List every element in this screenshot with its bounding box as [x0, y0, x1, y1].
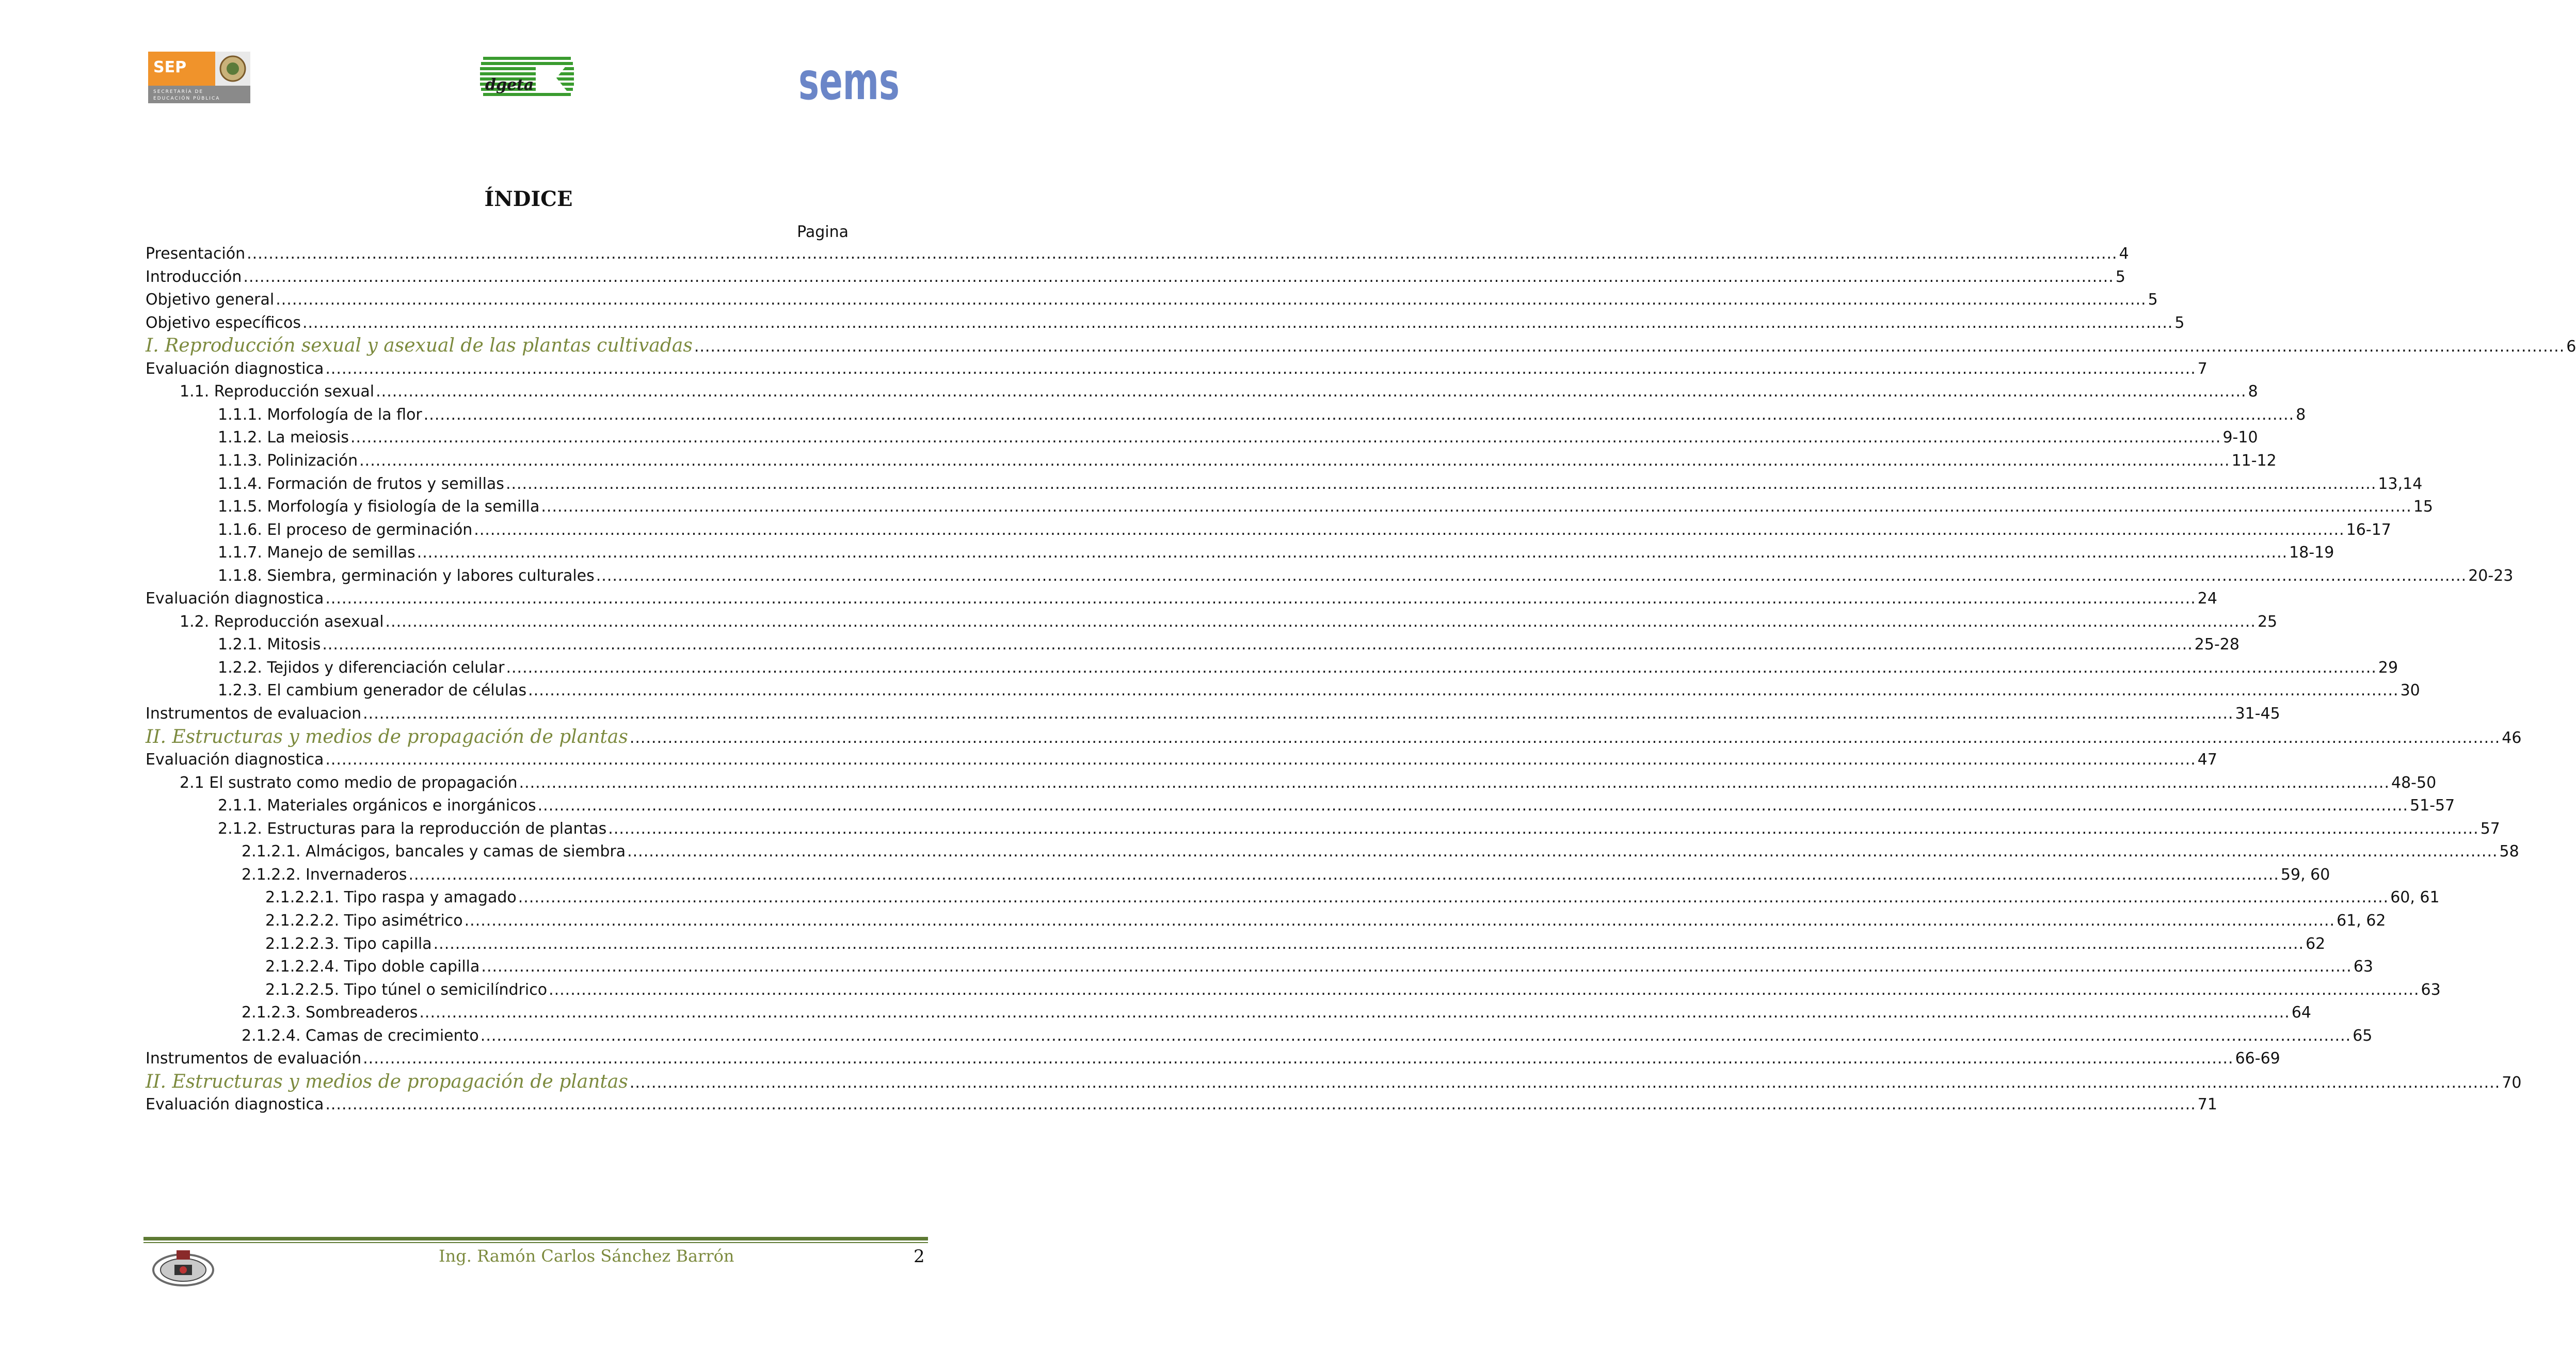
- toc-entry-label: 2.1.2.2.1. Tipo raspa y amagado: [265, 888, 517, 907]
- toc-entry-label: 2.1.2.2.4. Tipo doble capilla: [265, 958, 480, 976]
- toc-entry-label: 2.1.2. Estructuras para la reproducción de plantas: [218, 819, 607, 838]
- toc-entry-page: 5: [2174, 313, 2185, 332]
- toc-dot-leader: [596, 565, 2467, 587]
- sems-logo: [797, 47, 901, 112]
- toc-entry-label: Presentación: [146, 245, 246, 263]
- svg-text:SECRETARÍA DE: SECRETARÍA DE: [153, 89, 204, 94]
- toc-dot-leader: [424, 404, 2294, 426]
- toc-dot-leader: [408, 864, 2279, 886]
- toc-entry-label: 1.1.4. Formación de frutos y semillas: [218, 474, 504, 493]
- toc-entry-label: 2.1.2.2.3. Tipo capilla: [265, 934, 432, 953]
- toc-entry: [265, 933, 2326, 956]
- institution-crest-logo: [151, 1248, 216, 1289]
- toc-entry-page: 57: [2480, 819, 2500, 838]
- toc-entry-label: 2.1.2.2.5. Tipo túnel o semicilíndrico: [265, 980, 548, 999]
- toc-entry-page: 71: [2197, 1095, 2217, 1114]
- footer-author: Ing. Ramón Carlos Sánchez Barrón: [439, 1246, 734, 1266]
- toc-entry-label: 1.1.2. La meiosis: [218, 428, 349, 447]
- toc-entry-page: 60, 61: [2390, 888, 2440, 907]
- toc-dot-leader: [474, 519, 2344, 542]
- toc-entry-page: 47: [2197, 751, 2217, 769]
- toc-entry: [265, 886, 2440, 909]
- toc-entry: [146, 289, 2158, 311]
- toc-entry-page: 61, 62: [2337, 911, 2386, 930]
- toc-entry: [265, 979, 2441, 1001]
- toc-entry: [146, 243, 2129, 265]
- page-title: ÍNDICE: [484, 187, 573, 211]
- toc-entry: [218, 818, 2500, 840]
- toc-dot-leader: [359, 450, 2230, 472]
- toc-entry-label: 2.1.1. Materiales orgánicos e inorgánicos: [218, 797, 536, 815]
- toc-entry-label: 1.1.8. Siembra, germinación y labores culturales: [218, 566, 595, 585]
- toc-entry-label: 1.2.2. Tejidos y diferenciación celular: [218, 658, 505, 677]
- toc-entry: [242, 1025, 2373, 1047]
- svg-text:EDUCACIÓN PÚBLICA: EDUCACIÓN PÚBLICA: [153, 96, 220, 101]
- svg-text:SEP: SEP: [153, 58, 187, 76]
- toc-dot-leader: [363, 1047, 2233, 1070]
- toc-dot-leader: [417, 542, 2287, 564]
- toc-entry: [180, 772, 2437, 794]
- toc-entry: [218, 794, 2455, 817]
- svg-text:sems: sems: [798, 51, 900, 112]
- toc-chapter-entry: [146, 1071, 2522, 1094]
- footer-rule: [143, 1237, 928, 1240]
- toc-entry-label: 2.1.2.3. Sombreaderos: [242, 1004, 418, 1022]
- toc-entry-page: 7: [2197, 359, 2207, 378]
- toc-entry-page: 31-45: [2235, 705, 2280, 723]
- toc-entry-label: 1.1. Reproducción sexual: [180, 383, 375, 401]
- toc-entry-page: 62: [2306, 934, 2326, 953]
- toc-dot-leader: [419, 1001, 2290, 1024]
- svg-text:dgeta: dgeta: [485, 76, 534, 94]
- footer-rule-thin: [143, 1242, 928, 1243]
- toc-entry-page: 5: [2148, 291, 2158, 309]
- toc-dot-leader: [630, 727, 2500, 750]
- toc-entry-label: 2.1 El sustrato como medio de propagación: [180, 773, 518, 792]
- toc-entry: [242, 1001, 2311, 1024]
- toc-entry-page: 8: [2296, 405, 2306, 424]
- toc-dot-leader: [694, 336, 2565, 358]
- toc-dot-leader: [518, 886, 2389, 909]
- toc-entry: [265, 910, 2386, 932]
- toc-entry-page: 11-12: [2231, 451, 2277, 470]
- toc-entry: [218, 542, 2334, 564]
- page-column-label: Pagina: [797, 223, 849, 241]
- toc-entry-label: Evaluación diagnostica: [146, 751, 324, 769]
- toc-entry-label: 1.1.6. El proceso de germinación: [218, 520, 473, 539]
- toc-entry: [242, 864, 2330, 886]
- toc-entry-page: 6: [2566, 338, 2576, 356]
- toc-entry-label: 1.2.1. Mitosis: [218, 635, 321, 654]
- toc-entry-label: 1.1.3. Polinización: [218, 451, 358, 470]
- toc-dot-leader: [243, 266, 2114, 289]
- toc-entry: [180, 611, 2278, 633]
- toc-entry: [146, 587, 2217, 610]
- toc-entry-label: Objetivo general: [146, 291, 275, 309]
- toc-dot-leader: [481, 1025, 2351, 1047]
- toc-dot-leader: [325, 358, 2196, 380]
- toc-dot-leader: [549, 979, 2419, 1001]
- toc-dot-leader: [541, 496, 2411, 518]
- toc-entry-label: 1.1.7. Manejo de semillas: [218, 544, 415, 562]
- toc-entry: [218, 473, 2423, 496]
- toc-dot-leader: [350, 426, 2221, 449]
- toc-entry-label: II. Estructuras y medios de propagación de plantas: [146, 1071, 628, 1092]
- toc-dot-leader: [376, 380, 2246, 403]
- toc-dot-leader: [528, 679, 2398, 702]
- toc-entry: [218, 519, 2391, 542]
- toc-dot-leader: [386, 611, 2256, 633]
- toc-entry-page: 30: [2400, 681, 2420, 700]
- toc-entry-page: 18-19: [2289, 544, 2334, 562]
- toc-entry: [146, 1093, 2217, 1116]
- toc-entry-page: 25-28: [2194, 635, 2239, 654]
- toc-entry: [180, 380, 2258, 403]
- toc-entry: [218, 426, 2258, 449]
- toc-entry-page: 8: [2248, 383, 2258, 401]
- toc-entry-label: 1.1.1. Morfología de la flor: [218, 405, 422, 424]
- toc-entry-page: 4: [2119, 245, 2129, 263]
- toc-entry-label: Evaluación diagnostica: [146, 359, 324, 378]
- toc-entry-label: Evaluación diagnostica: [146, 590, 324, 608]
- toc-entry-label: 2.1.2.4. Camas de crecimiento: [242, 1026, 479, 1045]
- toc-entry: [218, 565, 2514, 587]
- toc-dot-leader: [325, 749, 2196, 771]
- toc-entry-page: 65: [2353, 1026, 2373, 1045]
- toc-entry-page: 13,14: [2378, 474, 2423, 493]
- toc-entry-label: Objetivo específicos: [146, 313, 301, 332]
- toc-entry-label: 2.1.2.2.2. Tipo asimétrico: [265, 911, 463, 930]
- toc-entry-label: 2.1.2.1. Almácigos, bancales y camas de siembra: [242, 842, 626, 861]
- toc-entry-label: Evaluación diagnostica: [146, 1095, 324, 1114]
- dgeta-logo: [479, 55, 575, 101]
- toc-dot-leader: [630, 1072, 2500, 1094]
- toc-dot-leader: [434, 933, 2304, 956]
- toc-entry-page: 64: [2291, 1004, 2311, 1022]
- toc-entry-page: 29: [2378, 658, 2398, 677]
- toc-entry-page: 70: [2502, 1073, 2522, 1092]
- toc-dot-leader: [519, 772, 2390, 794]
- toc-entry-label: I. Reproducción sexual y asexual de las plantas cultivadas: [146, 335, 693, 357]
- toc-entry-page: 66-69: [2235, 1049, 2280, 1068]
- toc-dot-leader: [325, 587, 2196, 610]
- toc-dot-leader: [302, 312, 2173, 335]
- toc-entry: [146, 266, 2125, 289]
- toc-entry-label: 1.1.5. Morfología y fisiología de la semilla: [218, 498, 540, 516]
- toc-entry: [242, 840, 2519, 863]
- toc-entry-page: 24: [2197, 590, 2217, 608]
- toc-entry-page: 25: [2257, 612, 2278, 631]
- toc-dot-leader: [481, 956, 2351, 978]
- toc-entry-page: 63: [2353, 958, 2374, 976]
- toc-entry-label: 1.2. Reproducción asexual: [180, 612, 384, 631]
- toc-dot-leader: [363, 703, 2233, 725]
- toc-entry: [218, 633, 2239, 656]
- toc-entry-page: 48-50: [2391, 773, 2437, 792]
- toc-entry: [218, 657, 2398, 679]
- toc-entry-page: 15: [2413, 498, 2433, 516]
- toc-entry-page: 58: [2499, 842, 2519, 861]
- toc-entry: [146, 312, 2185, 335]
- toc-entry: [146, 703, 2280, 725]
- toc-dot-leader: [465, 910, 2335, 932]
- toc-entry: [218, 496, 2433, 518]
- toc-entry-page: 63: [2421, 980, 2441, 999]
- toc-entry-page: 9-10: [2222, 428, 2258, 447]
- toc-entry-page: 46: [2502, 728, 2522, 747]
- toc-dot-leader: [247, 243, 2117, 265]
- toc-dot-leader: [325, 1093, 2196, 1116]
- toc-dot-leader: [276, 289, 2146, 311]
- footer-page-number: 2: [914, 1246, 925, 1267]
- toc-entry: [218, 679, 2420, 702]
- toc-dot-leader: [322, 633, 2193, 656]
- toc-entry: [265, 956, 2374, 978]
- toc-dot-leader: [538, 794, 2408, 817]
- toc-entry-label: 1.2.3. El cambium generador de células: [218, 681, 527, 700]
- toc-entry-page: 59, 60: [2280, 865, 2330, 884]
- toc-entry: [146, 358, 2207, 380]
- toc-chapter-entry: [146, 335, 2576, 358]
- toc-chapter-entry: [146, 726, 2522, 750]
- toc-entry-page: 51-57: [2410, 797, 2455, 815]
- toc-entry: [146, 1047, 2280, 1070]
- toc-entry: [218, 404, 2306, 426]
- toc-entry-label: 2.1.2.2. Invernaderos: [242, 865, 407, 884]
- toc-entry-label: II. Estructuras y medios de propagación de plantas: [146, 726, 628, 747]
- toc-entry-label: Instrumentos de evaluación: [146, 1049, 362, 1068]
- toc-entry-page: 20-23: [2468, 566, 2514, 585]
- toc-dot-leader: [627, 840, 2498, 863]
- toc-dot-leader: [506, 657, 2376, 679]
- toc-entry-label: Introducción: [146, 267, 242, 286]
- sep-logo: [148, 52, 250, 103]
- toc-dot-leader: [506, 473, 2376, 496]
- toc-entry-page: 5: [2115, 267, 2125, 286]
- toc-entry: [218, 450, 2277, 472]
- toc-dot-leader: [608, 818, 2478, 840]
- toc-entry: [146, 749, 2217, 771]
- toc-entry-page: 16-17: [2346, 520, 2391, 539]
- toc-entry-label: Instrumentos de evaluacion: [146, 705, 362, 723]
